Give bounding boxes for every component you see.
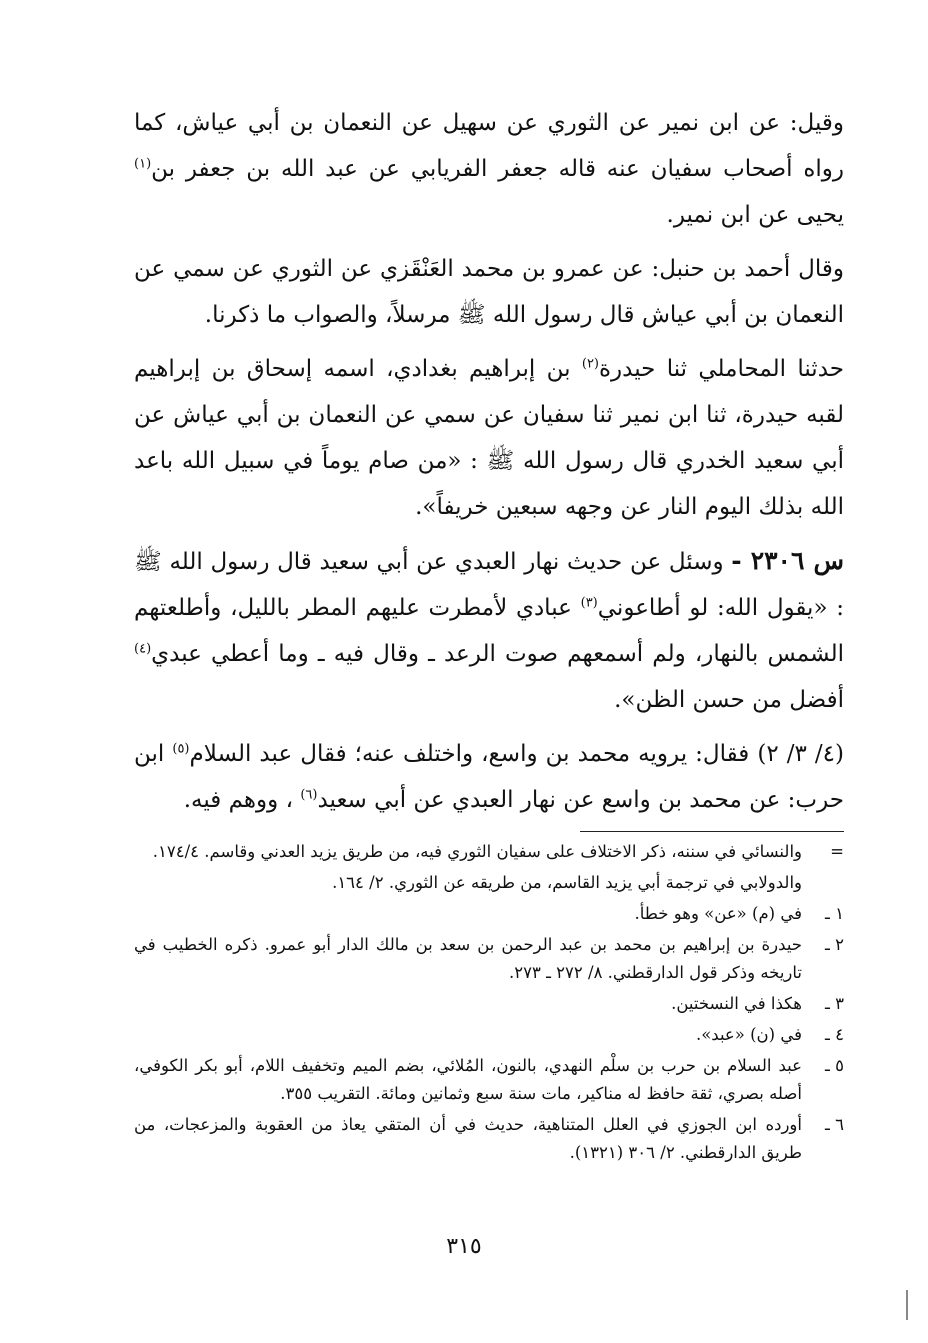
footnote-number: ٢ ـ — [825, 935, 844, 954]
footnote-ref[interactable]: (٦) — [300, 787, 318, 803]
question-text: أفضل من حسن الظن». — [614, 687, 844, 713]
footnote-5 — [134, 1052, 844, 1108]
footnote-3 — [134, 990, 844, 1018]
scan-margin-mark — [906, 1290, 908, 1320]
footnote-ref[interactable]: (٣) — [580, 595, 598, 611]
paragraph-text: وقال أحمد بن حنبل: عن عمرو بن محمد العَنْقَزي عن الثوري عن سمي عن النعمان بن أبي عياش قال رسول الله ﷺ مرسلاً، والصواب ما ذكرنا. — [134, 256, 844, 328]
footnote-text: في (ن) «عبد». — [695, 1025, 802, 1044]
footnote-number: ٤ ـ — [825, 1025, 844, 1044]
paragraph-3 — [134, 346, 844, 530]
question-text: وسئل عن حديث نهار العبدي عن أبي سعيد قال رسول الله ﷺ : «يقول الله: لو أطاعوني — [134, 549, 845, 621]
footnote-number: ٣ ـ — [825, 994, 844, 1013]
footnote-ref[interactable]: (٤) — [134, 641, 152, 657]
footnote-text: عبد السلام بن حرب بن سلْم النهدي، بالنون، المُلائي، بضم الميم وتخفيف اللام، أبو بكر الكوفي، أصله بصري، ثقة حافظ له مناكير، مات سنة سبع وثمانين ومائة. التقريب ٣٥٥. — [134, 1056, 802, 1103]
answer-text: ، ووهم فيه. — [183, 787, 301, 813]
footnote-continuation — [134, 838, 844, 866]
footnote-6 — [134, 1111, 844, 1167]
footnote-ref[interactable]: (١) — [134, 156, 152, 172]
footnote-text: أورده ابن الجوزي في العلل المتناهية، حديث في أن المتقي يعاذ من العقوبة والمزعجات، من طريق الدارقطني. ٢/ ٣٠٦ (١٣٢١). — [134, 1115, 802, 1162]
page-body — [134, 100, 844, 1170]
continuation-marker: = — [830, 842, 844, 861]
page-number: ٣١٥ — [446, 1234, 482, 1259]
answer-reference: (٤/ ٣/ ٢) — [757, 741, 844, 767]
footnote-text: حيدرة بن إبراهيم بن محمد بن عبد الرحمن بن سعد بن مالك الدار أبو عمرو. ذكره الخطيب في تاريخه وذكر قول الدارقطني. ٨/ ٢٧٢ ـ ٢٧٣. — [134, 935, 802, 982]
footnote-1 — [134, 900, 844, 928]
footnote-ref[interactable]: (٥) — [172, 741, 190, 757]
paragraph-2 — [134, 246, 844, 338]
answer-paragraph — [134, 731, 844, 823]
question-paragraph — [134, 538, 844, 723]
paragraph-text: يحيى عن ابن نمير. — [666, 202, 844, 228]
footnote-4 — [134, 1021, 844, 1049]
question-text: عبادي لأمطرت عليهم المطر بالليل، وأطلعتهم الشمس بالنهار، ولم أسمعهم صوت الرعد ـ وقال فيه ـ وما أعطي عبدي — [134, 595, 844, 667]
answer-text: ابن حرب: عن محمد بن واسع عن نهار العبدي عن أبي سعيد — [134, 741, 844, 813]
footnote-divider — [580, 831, 844, 832]
footnote-ref[interactable]: (٢) — [581, 356, 599, 372]
footnote-number: ٦ ـ — [825, 1115, 844, 1134]
answer-text: فقال: يرويه محمد بن واسع، واختلف عنه؛ فقال عبد السلام — [189, 741, 758, 767]
paragraph-text: وقيل: عن ابن نمير عن الثوري عن سهيل عن النعمان بن أبي عياش، كما رواه أصحاب سفيان عنه قاله جعفر الفريابي عن عبد الله بن جعفر بن — [134, 110, 844, 182]
footnote-number: ١ ـ — [825, 904, 844, 923]
footnote-text: هكذا في النسختين. — [671, 994, 802, 1013]
paragraph-text: بن إبراهيم بغدادي، اسمه إسحاق بن إبراهيم لقبه حيدرة، ثنا ابن نمير ثنا سفيان عن سمي عن النعمان بن أبي عياش عن أبي سعيد الخدري قال رسول الله ﷺ : «من صام يوماً في سبيل الله باعد الله بذلك اليوم النار عن وجهه سبعين خريفاً». — [134, 356, 844, 520]
footnote-2 — [134, 931, 844, 987]
footnote-continuation-2: والدولابي في ترجمة أبي يزيد القاسم، من طريقه عن الثوري. ٢/ ١٦٤. — [332, 873, 802, 892]
paragraph-1 — [134, 100, 844, 238]
footnote-number: ٥ ـ — [825, 1056, 844, 1075]
footnote-text: والنسائي في سننه، ذكر الاختلاف على سفيان الثوري فيه، من طريق يزيد العدني وقاسم. ١٧٤/٤. — [152, 842, 802, 861]
paragraph-text: حدثنا المحاملي ثنا حيدرة — [599, 356, 844, 382]
footnote-text: في (م) «عن» وهو خطأ. — [634, 904, 802, 923]
question-number: س ٢٣٠٦ - — [731, 546, 844, 575]
